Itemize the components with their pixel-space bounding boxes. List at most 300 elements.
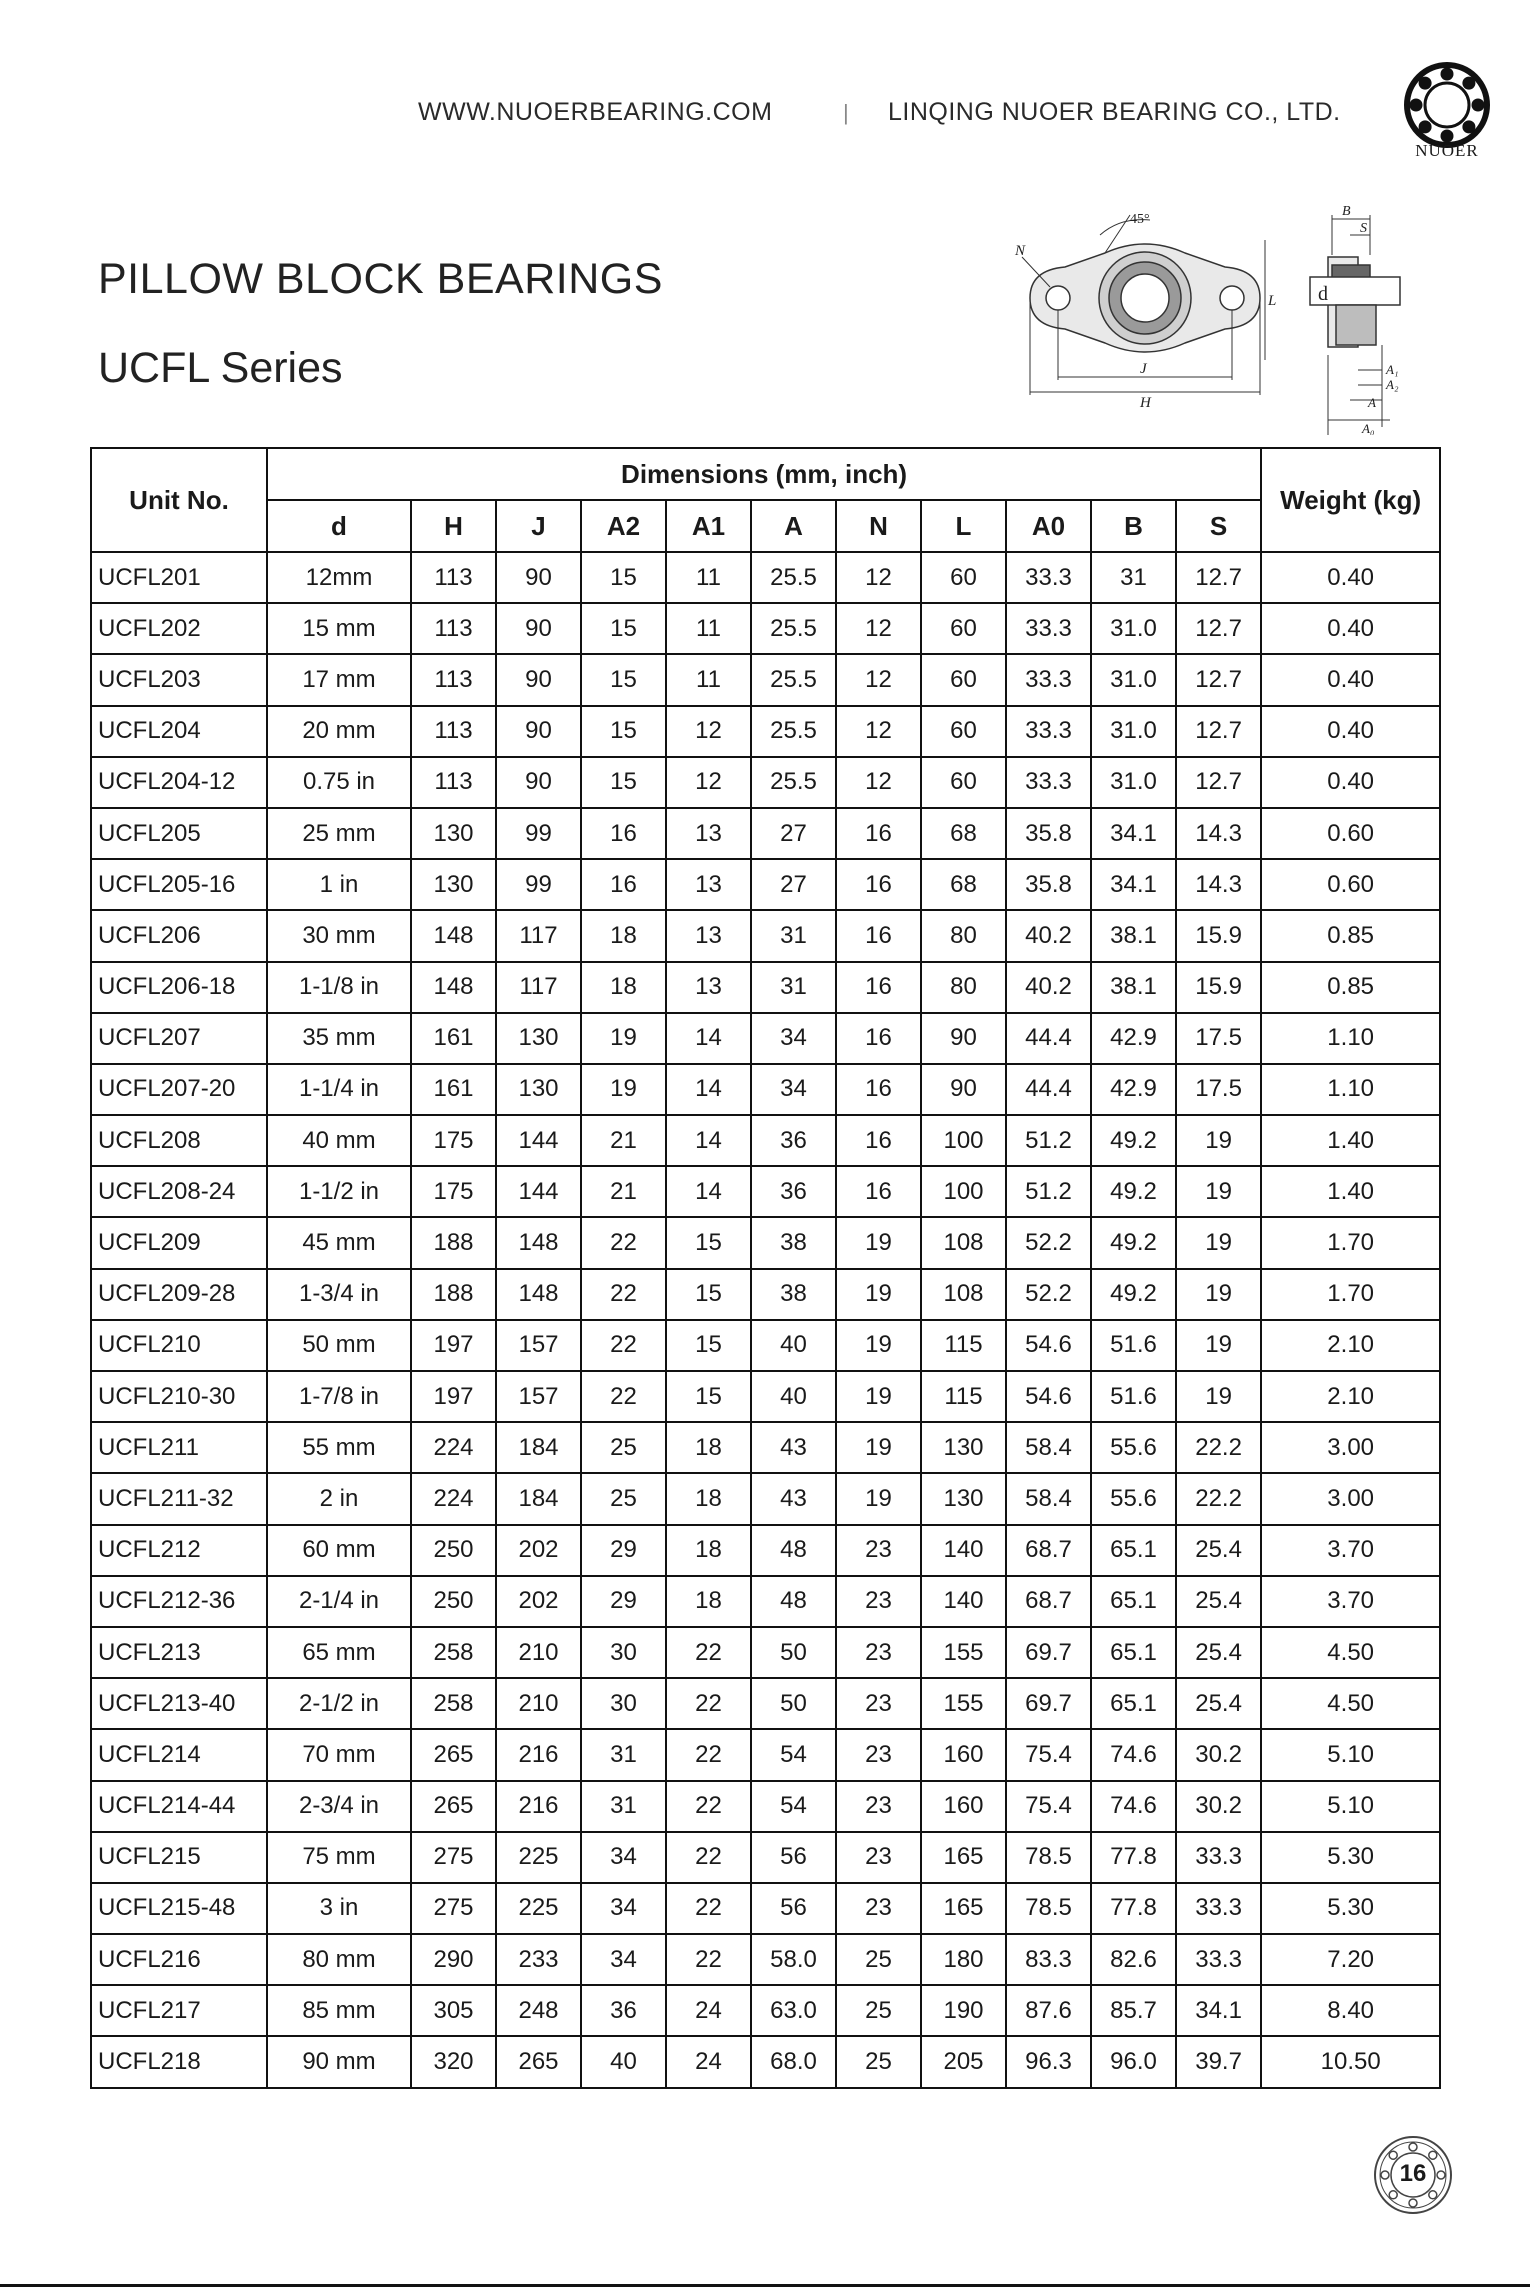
dimension-cell-a1: 14 bbox=[666, 1013, 751, 1064]
column-header-b: B bbox=[1091, 500, 1176, 552]
dimension-cell-b: 96.0 bbox=[1091, 2036, 1176, 2087]
dimension-cell-j: 216 bbox=[496, 1781, 581, 1832]
dimension-cell-d: 1-7/8 in bbox=[267, 1371, 411, 1422]
dimension-cell-s: 22.2 bbox=[1176, 1473, 1261, 1524]
dimension-cell-n: 25 bbox=[836, 1985, 921, 2036]
dimension-cell-a0: 33.3 bbox=[1006, 706, 1091, 757]
page-title: PILLOW BLOCK BEARINGS bbox=[98, 255, 663, 303]
dimension-cell-a: 25.5 bbox=[751, 552, 836, 603]
dimension-cell-l: 190 bbox=[921, 1985, 1006, 2036]
dimension-cell-d: 2-1/2 in bbox=[267, 1678, 411, 1729]
unit-no-cell: UCFL213 bbox=[91, 1627, 267, 1678]
dimension-cell-s: 33.3 bbox=[1176, 1832, 1261, 1883]
dimension-cell-h: 290 bbox=[411, 1934, 496, 1985]
dimension-cell-a1: 18 bbox=[666, 1422, 751, 1473]
dimension-cell-l: 165 bbox=[921, 1832, 1006, 1883]
dimension-cell-b: 31.0 bbox=[1091, 706, 1176, 757]
dimension-cell-j: 225 bbox=[496, 1832, 581, 1883]
dimension-cell-l: 68 bbox=[921, 808, 1006, 859]
dimension-cell-j: 265 bbox=[496, 2036, 581, 2087]
dimension-cell-l: 108 bbox=[921, 1217, 1006, 1268]
table-row bbox=[91, 1013, 1440, 1064]
table-row bbox=[91, 1934, 1440, 1985]
dimension-cell-a: 48 bbox=[751, 1576, 836, 1627]
dimension-cell-s: 12.7 bbox=[1176, 552, 1261, 603]
dimension-cell-j: 210 bbox=[496, 1627, 581, 1678]
dimension-cell-s: 19 bbox=[1176, 1371, 1261, 1422]
dimension-cell-d: 1-1/4 in bbox=[267, 1064, 411, 1115]
dimension-cell-l: 115 bbox=[921, 1320, 1006, 1371]
dimension-cell-a0: 87.6 bbox=[1006, 1985, 1091, 2036]
unit-no-cell: UCFL204 bbox=[91, 706, 267, 757]
dimension-cell-a2: 30 bbox=[581, 1627, 666, 1678]
dimension-cell-s: 15.9 bbox=[1176, 962, 1261, 1013]
dimension-cell-a0: 54.6 bbox=[1006, 1320, 1091, 1371]
dimension-cell-a2: 18 bbox=[581, 910, 666, 961]
dimension-cell-s: 30.2 bbox=[1176, 1781, 1261, 1832]
dimension-cell-h: 148 bbox=[411, 962, 496, 1013]
dimension-cell-a: 38 bbox=[751, 1217, 836, 1268]
page-number: 16 bbox=[1399, 2160, 1427, 2187]
weight-cell: 4.50 bbox=[1261, 1627, 1440, 1678]
dimension-cell-a2: 18 bbox=[581, 962, 666, 1013]
dimension-cell-j: 202 bbox=[496, 1576, 581, 1627]
dimension-cell-b: 31.0 bbox=[1091, 757, 1176, 808]
unit-no-cell: UCFL214 bbox=[91, 1729, 267, 1780]
dimension-cell-l: 140 bbox=[921, 1525, 1006, 1576]
dimension-cell-b: 31.0 bbox=[1091, 654, 1176, 705]
dimension-cell-a2: 19 bbox=[581, 1013, 666, 1064]
dimension-cell-a0: 52.2 bbox=[1006, 1217, 1091, 1268]
dimension-cell-a: 40 bbox=[751, 1371, 836, 1422]
dimension-cell-s: 39.7 bbox=[1176, 2036, 1261, 2087]
dimension-cell-a: 43 bbox=[751, 1422, 836, 1473]
dimension-cell-a1: 11 bbox=[666, 552, 751, 603]
dimension-cell-a1: 13 bbox=[666, 859, 751, 910]
dimension-cell-d: 30 mm bbox=[267, 910, 411, 961]
weight-cell: 3.70 bbox=[1261, 1525, 1440, 1576]
dimension-cell-d: 25 mm bbox=[267, 808, 411, 859]
column-header-a1: A1 bbox=[666, 500, 751, 552]
table-row bbox=[91, 859, 1440, 910]
weight-cell: 5.30 bbox=[1261, 1832, 1440, 1883]
weight-cell: 2.10 bbox=[1261, 1320, 1440, 1371]
dimension-cell-d: 3 in bbox=[267, 1883, 411, 1934]
dimension-cell-a0: 96.3 bbox=[1006, 2036, 1091, 2087]
dimension-cell-a0: 35.8 bbox=[1006, 859, 1091, 910]
dimension-cell-a: 48 bbox=[751, 1525, 836, 1576]
dimension-cell-n: 12 bbox=[836, 654, 921, 705]
dimension-cell-a0: 33.3 bbox=[1006, 603, 1091, 654]
dimension-cell-h: 250 bbox=[411, 1525, 496, 1576]
dimension-cell-j: 202 bbox=[496, 1525, 581, 1576]
dimension-cell-a1: 15 bbox=[666, 1320, 751, 1371]
dimension-cell-d: 40 mm bbox=[267, 1115, 411, 1166]
dimension-cell-n: 19 bbox=[836, 1422, 921, 1473]
dimension-cell-s: 12.7 bbox=[1176, 706, 1261, 757]
dimension-cell-d: 0.75 in bbox=[267, 757, 411, 808]
dimension-cell-a: 63.0 bbox=[751, 1985, 836, 2036]
unit-no-cell: UCFL206-18 bbox=[91, 962, 267, 1013]
unit-no-cell: UCFL205 bbox=[91, 808, 267, 859]
column-header-j: J bbox=[496, 500, 581, 552]
drawing-label-s: S bbox=[1360, 221, 1367, 236]
dimension-cell-j: 117 bbox=[496, 910, 581, 961]
dimension-cell-a1: 12 bbox=[666, 757, 751, 808]
unit-no-cell: UCFL207 bbox=[91, 1013, 267, 1064]
table-row bbox=[91, 1985, 1440, 2036]
weight-cell: 1.10 bbox=[1261, 1064, 1440, 1115]
dimension-cell-j: 157 bbox=[496, 1371, 581, 1422]
dimension-cell-l: 60 bbox=[921, 552, 1006, 603]
dimension-cell-d: 12mm bbox=[267, 552, 411, 603]
table-row bbox=[91, 1627, 1440, 1678]
drawing-angle-label: 45° bbox=[1130, 212, 1150, 227]
dimension-cell-a2: 22 bbox=[581, 1269, 666, 1320]
dimension-cell-j: 130 bbox=[496, 1013, 581, 1064]
dimension-cell-l: 60 bbox=[921, 603, 1006, 654]
dimension-cell-d: 2-3/4 in bbox=[267, 1781, 411, 1832]
weight-cell: 3.00 bbox=[1261, 1473, 1440, 1524]
dimension-cell-b: 38.1 bbox=[1091, 962, 1176, 1013]
dimension-cell-s: 25.4 bbox=[1176, 1525, 1261, 1576]
dimension-cell-n: 23 bbox=[836, 1678, 921, 1729]
dimension-cell-a0: 69.7 bbox=[1006, 1627, 1091, 1678]
dimension-cell-a2: 15 bbox=[581, 603, 666, 654]
dimension-cell-s: 30.2 bbox=[1176, 1729, 1261, 1780]
table-row bbox=[91, 1217, 1440, 1268]
dimension-cell-j: 210 bbox=[496, 1678, 581, 1729]
dimension-cell-a1: 22 bbox=[666, 1781, 751, 1832]
unit-no-cell: UCFL215 bbox=[91, 1832, 267, 1883]
dimension-cell-h: 113 bbox=[411, 654, 496, 705]
dimension-cell-a2: 15 bbox=[581, 654, 666, 705]
unit-no-cell: UCFL202 bbox=[91, 603, 267, 654]
dimension-cell-j: 148 bbox=[496, 1217, 581, 1268]
dimension-cell-h: 320 bbox=[411, 2036, 496, 2087]
dimension-cell-a: 25.5 bbox=[751, 654, 836, 705]
weight-cell: 0.40 bbox=[1261, 757, 1440, 808]
dimension-cell-a2: 21 bbox=[581, 1166, 666, 1217]
dimension-cell-l: 90 bbox=[921, 1064, 1006, 1115]
dimension-cell-a2: 31 bbox=[581, 1781, 666, 1832]
weight-cell: 2.10 bbox=[1261, 1371, 1440, 1422]
logo-text: NUOER bbox=[1415, 141, 1479, 160]
dimension-cell-a2: 15 bbox=[581, 757, 666, 808]
dimension-cell-h: 175 bbox=[411, 1166, 496, 1217]
dimension-cell-d: 1-1/8 in bbox=[267, 962, 411, 1013]
unit-no-cell: UCFL212 bbox=[91, 1525, 267, 1576]
dimension-cell-a0: 44.4 bbox=[1006, 1064, 1091, 1115]
dimension-cell-l: 180 bbox=[921, 1934, 1006, 1985]
dimension-cell-d: 1-1/2 in bbox=[267, 1166, 411, 1217]
dimension-cell-a1: 12 bbox=[666, 706, 751, 757]
dimension-cell-b: 49.2 bbox=[1091, 1115, 1176, 1166]
drawing-label-l: L bbox=[1268, 293, 1277, 309]
dimension-cell-b: 74.6 bbox=[1091, 1729, 1176, 1780]
weight-cell: 3.00 bbox=[1261, 1422, 1440, 1473]
dimension-cell-a2: 16 bbox=[581, 808, 666, 859]
dimension-cell-s: 17.5 bbox=[1176, 1064, 1261, 1115]
unit-no-cell: UCFL217 bbox=[91, 1985, 267, 2036]
dimension-cell-n: 12 bbox=[836, 552, 921, 603]
unit-no-cell: UCFL215-48 bbox=[91, 1883, 267, 1934]
weight-cell: 0.40 bbox=[1261, 552, 1440, 603]
dimension-cell-j: 117 bbox=[496, 962, 581, 1013]
dimension-cell-a1: 13 bbox=[666, 808, 751, 859]
dimension-cell-a2: 22 bbox=[581, 1371, 666, 1422]
dimension-cell-a: 43 bbox=[751, 1473, 836, 1524]
dimension-cell-a: 50 bbox=[751, 1627, 836, 1678]
drawing-label-a0: A₀ bbox=[1362, 421, 1375, 435]
dimension-cell-s: 25.4 bbox=[1176, 1678, 1261, 1729]
dimension-cell-a2: 36 bbox=[581, 1985, 666, 2036]
dimension-cell-j: 225 bbox=[496, 1883, 581, 1934]
dimension-cell-a0: 75.4 bbox=[1006, 1729, 1091, 1780]
column-header-a: A bbox=[751, 500, 836, 552]
dimension-cell-a1: 18 bbox=[666, 1473, 751, 1524]
dimension-cell-d: 15 mm bbox=[267, 603, 411, 654]
unit-no-cell: UCFL209-28 bbox=[91, 1269, 267, 1320]
drawing-label-d: d bbox=[1318, 283, 1328, 305]
dimension-cell-s: 12.7 bbox=[1176, 603, 1261, 654]
dimension-cell-a2: 19 bbox=[581, 1064, 666, 1115]
dimension-cell-d: 1-3/4 in bbox=[267, 1269, 411, 1320]
dimension-cell-b: 31 bbox=[1091, 552, 1176, 603]
dimension-cell-h: 197 bbox=[411, 1371, 496, 1422]
dimension-cell-a: 50 bbox=[751, 1678, 836, 1729]
dimension-cell-a: 27 bbox=[751, 859, 836, 910]
dimension-cell-b: 49.2 bbox=[1091, 1269, 1176, 1320]
dimension-cell-h: 197 bbox=[411, 1320, 496, 1371]
dimension-cell-d: 35 mm bbox=[267, 1013, 411, 1064]
dimension-cell-a: 54 bbox=[751, 1729, 836, 1780]
dimension-cell-a: 36 bbox=[751, 1166, 836, 1217]
dimension-cell-a2: 21 bbox=[581, 1115, 666, 1166]
dimension-cell-j: 99 bbox=[496, 859, 581, 910]
dimension-cell-a1: 15 bbox=[666, 1269, 751, 1320]
table-row bbox=[91, 1576, 1440, 1627]
weight-cell: 1.40 bbox=[1261, 1115, 1440, 1166]
dimension-cell-b: 55.6 bbox=[1091, 1422, 1176, 1473]
dimension-cell-b: 65.1 bbox=[1091, 1576, 1176, 1627]
unit-no-cell: UCFL210-30 bbox=[91, 1371, 267, 1422]
dimension-cell-b: 49.2 bbox=[1091, 1166, 1176, 1217]
unit-no-cell: UCFL212-36 bbox=[91, 1576, 267, 1627]
dimension-cell-a1: 14 bbox=[666, 1115, 751, 1166]
dimension-cell-a1: 24 bbox=[666, 1985, 751, 2036]
table-row bbox=[91, 1320, 1440, 1371]
weight-cell: 7.20 bbox=[1261, 1934, 1440, 1985]
dimension-cell-a1: 13 bbox=[666, 910, 751, 961]
dimension-cell-a0: 78.5 bbox=[1006, 1832, 1091, 1883]
dimension-cell-b: 42.9 bbox=[1091, 1013, 1176, 1064]
dimension-cell-h: 275 bbox=[411, 1832, 496, 1883]
drawing-label-a1: A₁ bbox=[1386, 362, 1399, 377]
dimension-cell-a2: 34 bbox=[581, 1832, 666, 1883]
unit-no-cell: UCFL205-16 bbox=[91, 859, 267, 910]
weight-cell: 4.50 bbox=[1261, 1678, 1440, 1729]
dimension-cell-a2: 16 bbox=[581, 859, 666, 910]
dimension-cell-n: 16 bbox=[836, 859, 921, 910]
dimension-cell-s: 22.2 bbox=[1176, 1422, 1261, 1473]
dimension-cell-d: 55 mm bbox=[267, 1422, 411, 1473]
dimension-cell-a0: 54.6 bbox=[1006, 1371, 1091, 1422]
dimension-cell-s: 19 bbox=[1176, 1166, 1261, 1217]
dimension-cell-h: 161 bbox=[411, 1013, 496, 1064]
dimension-cell-n: 16 bbox=[836, 808, 921, 859]
table-row bbox=[91, 1115, 1440, 1166]
dimension-cell-a1: 15 bbox=[666, 1217, 751, 1268]
dimension-cell-s: 12.7 bbox=[1176, 757, 1261, 808]
dimension-cell-l: 155 bbox=[921, 1627, 1006, 1678]
dimension-cell-l: 130 bbox=[921, 1473, 1006, 1524]
dimension-cell-l: 80 bbox=[921, 910, 1006, 961]
dimension-cell-j: 216 bbox=[496, 1729, 581, 1780]
weight-cell: 10.50 bbox=[1261, 2036, 1440, 2087]
dimension-cell-h: 275 bbox=[411, 1883, 496, 1934]
weight-cell: 5.30 bbox=[1261, 1883, 1440, 1934]
dimension-cell-j: 90 bbox=[496, 603, 581, 654]
column-header-n: N bbox=[836, 500, 921, 552]
dimension-cell-j: 130 bbox=[496, 1064, 581, 1115]
bottom-rule bbox=[0, 2284, 1530, 2287]
dimension-cell-l: 60 bbox=[921, 654, 1006, 705]
weight-cell: 0.40 bbox=[1261, 603, 1440, 654]
unit-no-cell: UCFL208 bbox=[91, 1115, 267, 1166]
dimension-cell-n: 25 bbox=[836, 1934, 921, 1985]
weight-header: Weight (kg) bbox=[1261, 448, 1440, 552]
column-header-d: d bbox=[267, 500, 411, 552]
dimension-cell-s: 34.1 bbox=[1176, 1985, 1261, 2036]
weight-cell: 1.10 bbox=[1261, 1013, 1440, 1064]
dimension-cell-h: 113 bbox=[411, 552, 496, 603]
weight-cell: 0.40 bbox=[1261, 706, 1440, 757]
dimension-cell-d: 60 mm bbox=[267, 1525, 411, 1576]
dimension-cell-n: 19 bbox=[836, 1473, 921, 1524]
weight-cell: 1.40 bbox=[1261, 1166, 1440, 1217]
header-separator: | bbox=[843, 100, 850, 125]
drawing-label-a: A bbox=[1368, 395, 1376, 410]
dimension-cell-a0: 33.3 bbox=[1006, 757, 1091, 808]
unit-no-cell: UCFL210 bbox=[91, 1320, 267, 1371]
dimension-cell-b: 65.1 bbox=[1091, 1525, 1176, 1576]
dimension-cell-n: 23 bbox=[836, 1525, 921, 1576]
weight-cell: 0.85 bbox=[1261, 910, 1440, 961]
dimension-cell-d: 45 mm bbox=[267, 1217, 411, 1268]
dimension-cell-a: 58.0 bbox=[751, 1934, 836, 1985]
dimension-cell-d: 20 mm bbox=[267, 706, 411, 757]
dimension-cell-n: 19 bbox=[836, 1371, 921, 1422]
dimension-cell-j: 90 bbox=[496, 706, 581, 757]
drawing-label-b: B bbox=[1342, 204, 1351, 219]
dimension-cell-l: 60 bbox=[921, 706, 1006, 757]
dimension-cell-s: 33.3 bbox=[1176, 1934, 1261, 1985]
dimension-cell-b: 65.1 bbox=[1091, 1678, 1176, 1729]
dimension-cell-a0: 51.2 bbox=[1006, 1115, 1091, 1166]
dimension-cell-l: 90 bbox=[921, 1013, 1006, 1064]
dimension-cell-h: 113 bbox=[411, 706, 496, 757]
series-subtitle: UCFL Series bbox=[98, 344, 343, 392]
column-header-a0: A0 bbox=[1006, 500, 1091, 552]
dimension-cell-j: 233 bbox=[496, 1934, 581, 1985]
dimension-cell-h: 161 bbox=[411, 1064, 496, 1115]
weight-cell: 8.40 bbox=[1261, 1985, 1440, 2036]
dimension-cell-l: 115 bbox=[921, 1371, 1006, 1422]
unit-no-cell: UCFL209 bbox=[91, 1217, 267, 1268]
dimension-cell-d: 17 mm bbox=[267, 654, 411, 705]
dimension-cell-a0: 44.4 bbox=[1006, 1013, 1091, 1064]
dimension-cell-n: 16 bbox=[836, 1166, 921, 1217]
dimension-cell-j: 148 bbox=[496, 1269, 581, 1320]
dimension-cell-d: 70 mm bbox=[267, 1729, 411, 1780]
dimension-cell-a2: 15 bbox=[581, 552, 666, 603]
dimension-cell-h: 224 bbox=[411, 1422, 496, 1473]
unit-no-header: Unit No. bbox=[91, 448, 267, 552]
dimension-cell-s: 15.9 bbox=[1176, 910, 1261, 961]
dimension-cell-a: 25.5 bbox=[751, 603, 836, 654]
dimension-cell-a2: 34 bbox=[581, 1883, 666, 1934]
column-header-s: S bbox=[1176, 500, 1261, 552]
dimension-cell-a: 34 bbox=[751, 1013, 836, 1064]
dimension-cell-a2: 29 bbox=[581, 1576, 666, 1627]
dimension-cell-j: 144 bbox=[496, 1166, 581, 1217]
dimension-cell-l: 155 bbox=[921, 1678, 1006, 1729]
dimension-cell-b: 49.2 bbox=[1091, 1217, 1176, 1268]
dimension-cell-j: 144 bbox=[496, 1115, 581, 1166]
dimensions-header: Dimensions (mm, inch) bbox=[267, 448, 1261, 500]
dimension-cell-a1: 22 bbox=[666, 1627, 751, 1678]
dimension-cell-b: 85.7 bbox=[1091, 1985, 1176, 2036]
unit-no-cell: UCFL208-24 bbox=[91, 1166, 267, 1217]
unit-no-cell: UCFL218 bbox=[91, 2036, 267, 2087]
dimension-cell-a0: 58.4 bbox=[1006, 1473, 1091, 1524]
dimension-cell-a0: 75.4 bbox=[1006, 1781, 1091, 1832]
unit-no-cell: UCFL203 bbox=[91, 654, 267, 705]
dimension-cell-a1: 18 bbox=[666, 1525, 751, 1576]
dimension-cell-b: 77.8 bbox=[1091, 1832, 1176, 1883]
dimension-cell-a0: 58.4 bbox=[1006, 1422, 1091, 1473]
dimension-cell-a0: 40.2 bbox=[1006, 910, 1091, 961]
dimension-cell-s: 17.5 bbox=[1176, 1013, 1261, 1064]
dimension-cell-s: 14.3 bbox=[1176, 859, 1261, 910]
dimension-cell-a1: 24 bbox=[666, 2036, 751, 2087]
dimension-cell-s: 25.4 bbox=[1176, 1627, 1261, 1678]
dimension-cell-j: 90 bbox=[496, 654, 581, 705]
drawing-label-n: N bbox=[1015, 243, 1026, 259]
table-row bbox=[91, 1422, 1440, 1473]
dimension-cell-s: 14.3 bbox=[1176, 808, 1261, 859]
weight-cell: 0.60 bbox=[1261, 859, 1440, 910]
table-row bbox=[91, 1064, 1440, 1115]
dimension-cell-a0: 35.8 bbox=[1006, 808, 1091, 859]
column-header-a2: A2 bbox=[581, 500, 666, 552]
dimension-cell-b: 31.0 bbox=[1091, 603, 1176, 654]
dimension-cell-l: 160 bbox=[921, 1781, 1006, 1832]
table-row bbox=[91, 603, 1440, 654]
dimension-cell-a0: 52.2 bbox=[1006, 1269, 1091, 1320]
dimension-cell-n: 25 bbox=[836, 2036, 921, 2087]
dimension-cell-d: 65 mm bbox=[267, 1627, 411, 1678]
dimension-cell-b: 74.6 bbox=[1091, 1781, 1176, 1832]
dimension-cell-h: 175 bbox=[411, 1115, 496, 1166]
dimension-cell-a1: 14 bbox=[666, 1166, 751, 1217]
table-row bbox=[91, 1269, 1440, 1320]
dimension-cell-l: 165 bbox=[921, 1883, 1006, 1934]
dimension-cell-a: 34 bbox=[751, 1064, 836, 1115]
dimension-cell-h: 188 bbox=[411, 1217, 496, 1268]
dimension-cell-l: 68 bbox=[921, 859, 1006, 910]
